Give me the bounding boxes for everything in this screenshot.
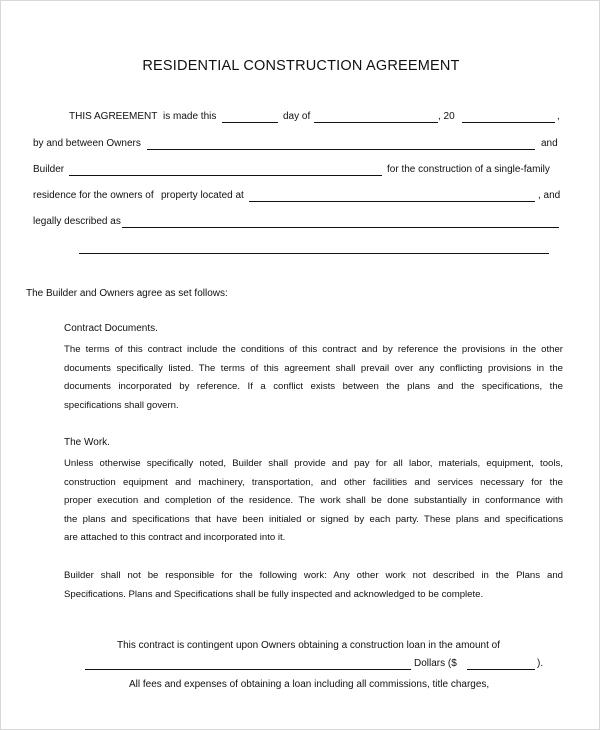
paragraph-line: Unless otherwise specifically noted, Builder shall provide and pay for all labor, materials, equipment, tools, <box>64 458 563 469</box>
intro-and-comma: , and <box>538 190 561 201</box>
intro-property-located: property located at <box>161 190 244 201</box>
intro-between-owners: by and between Owners <box>33 138 141 149</box>
builder-blank[interactable] <box>69 175 382 176</box>
loan-dollars-label: Dollars ($ <box>414 658 457 669</box>
intro-construction-of: for the construction of a single-family <box>387 164 550 175</box>
loan-amount-number-blank[interactable] <box>467 669 535 670</box>
paragraph-line: proper execution and completion of the residence. The work shall be done substantially in conformance with <box>64 495 563 506</box>
intro-and: and <box>541 138 558 149</box>
paragraph-line: Specifications. Plans and Specifications shall be fully inspected and acknowledged to be complete. <box>64 588 484 600</box>
intro-residence-for: residence for the owners of <box>33 190 154 201</box>
paragraph-line: specifications shall govern. <box>64 399 179 411</box>
paragraph-line: are attached to this contract and incorporated into it. <box>64 532 286 543</box>
legal-description-blank-2[interactable] <box>79 253 549 254</box>
paragraph-line: the plans and specifications that have been initialed or signed by each party. These plans and specifications <box>64 513 563 525</box>
paragraph-line: The terms of this contract include the conditions of this contract and by reference the provisions in the other <box>64 344 563 355</box>
property-address-blank[interactable] <box>249 201 535 202</box>
intro-this-agreement: THIS AGREEMENT <box>69 111 158 122</box>
month-blank[interactable] <box>314 122 438 123</box>
loan-line-1: This contract is contingent upon Owners obtaining a construction loan in the amount of <box>117 640 501 651</box>
the-work-paragraph <box>64 455 563 548</box>
paragraph-line: construction equipment and machinery, transportation, and other facilities and services necessary for the <box>64 476 563 488</box>
not-responsible-paragraph <box>64 567 563 604</box>
paragraph-line: documents specifically listed. The terms of this agreement shall prevail over any conflicting provisions in the <box>64 362 563 374</box>
agree-line: The Builder and Owners agree as set follows: <box>26 288 228 299</box>
contract-documents-heading: Contract Documents. <box>64 323 158 334</box>
intro-legally-described: legally described as <box>33 216 121 227</box>
contract-documents-paragraph <box>64 341 563 415</box>
intro-day-of: day of <box>283 111 311 122</box>
loan-amount-words-blank[interactable] <box>85 669 411 670</box>
paragraph-line: Builder shall not be responsible for the following work: Any other work not described in the Plans and <box>64 570 563 581</box>
year-blank[interactable] <box>462 122 555 123</box>
paragraph-line: documents incorporated by reference. If a conflict exists between the plans and the specifications, the <box>64 381 563 392</box>
intro-builder: Builder <box>33 164 65 175</box>
owners-blank[interactable] <box>147 149 535 150</box>
intro-comma: , <box>557 111 560 122</box>
loan-line-3: All fees and expenses of obtaining a loan including all commissions, title charges, <box>129 679 490 690</box>
day-blank[interactable] <box>222 122 278 123</box>
intro-made-this: is made this <box>163 111 217 122</box>
legal-description-blank[interactable] <box>122 227 559 228</box>
document-title: RESIDENTIAL CONSTRUCTION AGREEMENT <box>142 58 460 74</box>
intro-year-prefix: , 20 <box>438 111 455 122</box>
the-work-heading: The Work. <box>64 437 110 448</box>
loan-close-paren: ). <box>537 658 544 669</box>
